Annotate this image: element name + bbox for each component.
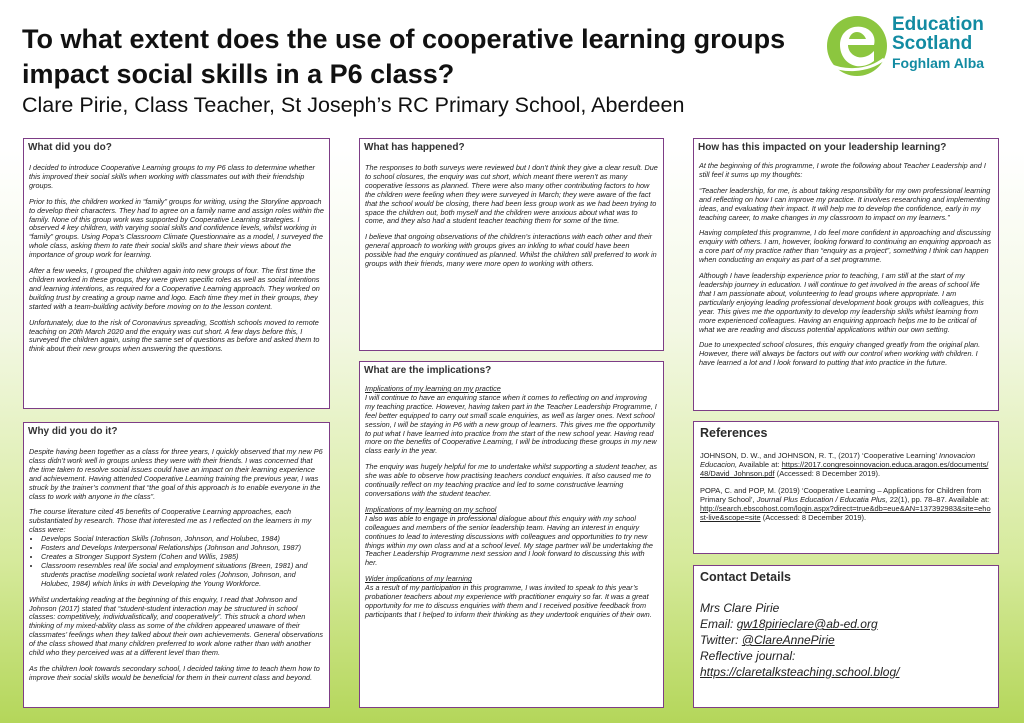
- list-item: • Creates a Stronger Support System (Cohen and Willis, 1985): [41, 553, 324, 562]
- reference-available: Available at:: [738, 460, 780, 470]
- benefits-list: [29, 535, 324, 588]
- panel-why-did-you-do-it: [23, 422, 330, 708]
- paragraph: Despite having been together as a class for three years, I quickly observed that my new P6 class didn’t work well in groups unless they were with their friends. I was concerned that the time taken to resolve social issues could have an impact on their learning experience and achievement. Having attended Cooperative Learning training the previous year, I was struck by the trainer’s comment that “the goal of this approach is to enable everyone in the class to work with anyone in the class”.: [29, 447, 323, 501]
- list-item: • Classroom resembles real life social and employment situations (Breen, 1981) and students practise modelling societal work related roles (Johnson, Johnson, and Holubec, 1984) which links in with Developing the Young Workforce.: [41, 562, 324, 589]
- logo-line-2: Scotland: [892, 33, 973, 54]
- contact-twitter-row: [700, 632, 992, 648]
- paragraph: “Teacher leadership, for me, is about taking responsibility for my own professional learning and reflecting on how I can improve my practice. It involves researching and implementing ideas, and evaluating their impact. It will help me to develop the confidence, early in my teaching career, to make changes in my classroom to impact on my learners.”: [699, 185, 991, 222]
- paragraph: As a result of my participation in this programme, I was invited to speak to this year’s probationer teachers about my experience with practitioner enquiry so far. It was a great opportunity for me to discuss enquiries with them and I received positive feedback from participants that I helped to inform their thinking as they undertook enquiries of their own.: [365, 583, 652, 619]
- contact-email-row: [700, 616, 992, 632]
- paragraph: The enquiry was hugely helpful for me to undertake whilst supporting a student teacher, as she was able to observe how practising teachers conduct enquiries. It also caused me to continually reflect on my teaching practice and led to some constructive learning conversations with the student teacher.: [365, 462, 658, 498]
- email-link[interactable]: gw18pirieclare@ab-ed.org: [736, 617, 878, 631]
- reference-text: JOHNSON, D. W., and JOHNSON, R. T., (2017) ‘Cooperative Learning’: [700, 451, 937, 460]
- paragraph: At the beginning of this programme, I wrote the following about Teacher Leadership and I still feel it sums up my thoughts:: [699, 161, 986, 179]
- twitter-link[interactable]: @ClareAnnePirie: [741, 633, 835, 647]
- paragraph: Having completed this programme, I do feel more confident in approaching and discussing enquiry with others. I am, however, looking forward to continuing an enquiring approach as a core part of my practice rather than “enquiry as a project”, something I think can happen when conducting an enquiry as part of a set programme.: [699, 228, 992, 265]
- poster-title: To what extent does the use of cooperative learning groups impact social skills in a P6 class?: [22, 24, 786, 89]
- paragraph: Although I have leadership experience prior to teaching, I am still at the start of my leadership journey in education. I will continue to get involved in the areas of school life that I am passionate about, volunteering to lead groups where appropriate. I am particularly enjoying leading professional development book groups with colleagues, this year. This gives me the opportunity to develop my leadership skills whilst learning from more experienced colleagues. Having an enquiring approach helps me to be critical of what we are reading and discuss potential applications within our own setting.: [699, 271, 984, 334]
- journal-label: Reflective journal:: [700, 649, 796, 663]
- paragraph: Whilst undertaking reading at the beginning of this enquiry, I read that Johnson and Johnson (2017) stated that “student-student interaction may be structured in school classes: competitively, individualistically, and cooperatively”. This struck a chord when thinking of my mixed-ability class as some of the children appeared unaware of their classmates’ feelings when they talked about their own achievements. General observations of the class showed that many children preferred to work alone rather than with another child who they perceived was at a different level than them.: [29, 594, 324, 658]
- list-item: • Fosters and Develops Interpersonal Relationships (Johnson and Johnson, 1987): [41, 544, 324, 553]
- paragraph: I will continue to have an enquiring stance when it comes to reflecting on and improving my teaching practice. However, having taken part in the Teacher Leadership Programme, I feel better equipped to carry out small scale enquiries, as well as larger ones. Next school session, I will be staying in P6 with a new group of learners. This gives me the opportunity to put what I have learned into practice from the start of the new school year. Having read more on the benefits of Cooperative Learning, I will be introducing these groups in my new class early in the year.: [365, 392, 657, 456]
- reference-link[interactable]: http://search.ebscohost.com/login.aspx?direct=true&db=eue&AN=137392983&site=ehost-live&scope=site: [700, 504, 991, 523]
- section-title: Wider implications of my learning: [365, 574, 472, 584]
- twitter-label: Twitter:: [700, 633, 739, 647]
- paragraph: The responses to both surveys were reviewed but I don’t think they give a clear result. Due to school closures, the enquiry was cut short, which meant there weren’t as many cooperative lessons as planned. There were also many other contributing factors to how the children were feeling when they were surveyed in March; they were aware of the fact that the school would be closing, there had been less group work as we had been trying to space the children out, both myself and the children were anxious about what was to come, and they also had a student teacher teaching them for some of the time.: [365, 163, 658, 226]
- panel-heading: What did you do?: [28, 142, 112, 153]
- panel-implications: [359, 361, 664, 708]
- reference-accessed: (Accessed: 8 December 2019).: [776, 469, 881, 479]
- reference-accessed: (Accessed: 8 December 2019).: [762, 513, 867, 523]
- paragraph: Prior to this, the children worked in “family” groups for writing, using the Storyline approach to develop their characters. They had to agree on a family name and assign roles within the family. None of this group work was supported by Cooperative Learning strategies. I observed 4 key children, with varying social skills and confidence levels, whilst working in “family” groups. Using Popa’s Classroom Climate Questionnaire as a model, I surveyed the whole class, asking them to rate their social skills and share their views about the importance of group work for learning.: [29, 196, 324, 260]
- reference-2: [700, 486, 992, 523]
- paragraph: I believe that ongoing observations of the children’s interactions with each other and their general approach to working with groups gives an inkling to what could have been possible had the enquiry continued as planned. Whilst the children still preferred to work in groups with their friends, many were more open to working with others.: [365, 232, 657, 269]
- panel-what-has-happened: [359, 138, 664, 351]
- paragraph: The course literature cited 45 benefits of Cooperative Learning approaches, each substantiated by research. Those that interested me as I reflected on the learners in my class were:: [29, 507, 312, 535]
- panel-references: [693, 421, 999, 554]
- logo-line-1: Education: [892, 14, 984, 35]
- paragraph: Due to unexpected school closures, this enquiry changed greatly from the original plan. However, there will always be factors out with our control when working with children. I have learned a lot and I look forward to putting that into practice in the future.: [699, 340, 981, 368]
- panel-what-did-you-do: [23, 138, 330, 409]
- reference-1: [700, 451, 992, 479]
- panel-heading: How has this impacted on your leadership learning?: [698, 142, 947, 153]
- panel-heading: What are the implications?: [364, 365, 492, 376]
- journal-link[interactable]: https://claretalksteaching.school.blog/: [700, 665, 900, 679]
- paragraph: Unfortunately, due to the risk of Coronavirus spreading, Scottish schools moved to remote teaching on 20th March 2020 and the enquiry was cut short. A few days before this, I surveyed the children again, using the same set of questions as before and asked them to think about their new groups when answering the questions.: [29, 317, 320, 354]
- paragraph: I decided to introduce Cooperative Learning groups to my P6 class to determine whether this improved their social skills when working with classmates out with their friendship groups.: [29, 163, 315, 190]
- panel-heading: What has happened?: [364, 142, 465, 153]
- panel-heading: References: [700, 426, 768, 440]
- poster-subtitle: Clare Pirie, Class Teacher, St Joseph’s RC Primary School, Aberdeen: [22, 93, 685, 117]
- email-label: Email:: [700, 617, 734, 631]
- list-item: • Develops Social Interaction Skills (Johnson, Johnson, and Holubec, 1984): [41, 535, 324, 544]
- contact-name: Mrs Clare Pirie: [700, 601, 780, 615]
- panel-heading: Why did you do it?: [28, 426, 118, 437]
- section-title: Implications of my learning on my practice: [365, 384, 501, 393]
- panel-leadership-learning: [693, 138, 999, 411]
- reference-link[interactable]: https://2017.congresoinnovacion.educa.aragon.es/documents/48/David_Johnson.pdf: [700, 460, 989, 479]
- section-title: Implications of my learning on my school: [365, 504, 497, 514]
- paragraph: After a few weeks, I grouped the children again into new groups of four. The first time the children worked in these groups, they were given specific roles as well as social intentions and learning intentions, as required for a Cooperative Learning approach. They worked on building trust by creating a group name and logo. Each time they met in their groups, they started with a team-building activity before moving on to the lesson content.: [29, 266, 320, 311]
- reference-journal: Innovacion Educacion,: [700, 451, 976, 470]
- paragraph: As the children look towards secondary school, I decided taking time to teach them how to improve their social skills would be beneficial for them in their current class and beyond.: [29, 663, 320, 682]
- logo-line-3: Foghlam Alba: [892, 55, 985, 71]
- panel-heading: Contact Details: [700, 570, 791, 584]
- education-scotland-logo: [826, 15, 1006, 77]
- panel-contact-details: [693, 565, 999, 708]
- reference-journal: Journal Plus Education / Educatia Plus,: [756, 494, 888, 504]
- reference-text: POPA, C. and POP, M. (2019) ‘Cooperative Learning – Applications for Children from Primary School’,: [700, 485, 982, 504]
- reference-details: 22(1), pp. 78–87. Available at:: [889, 494, 990, 504]
- paragraph: I also was able to engage in professional dialogue about this enquiry with my school colleagues and members of the senior leadership team. Having an interest in enquiry continues to lead to interesting discussions with colleagues and opportunities to try new things within my own class and at a school level. My stage partner will be undertaking the Teacher Leadership Programme next session and I look forward to discussing this with her.: [365, 513, 653, 568]
- education-scotland-e-icon: [826, 15, 888, 77]
